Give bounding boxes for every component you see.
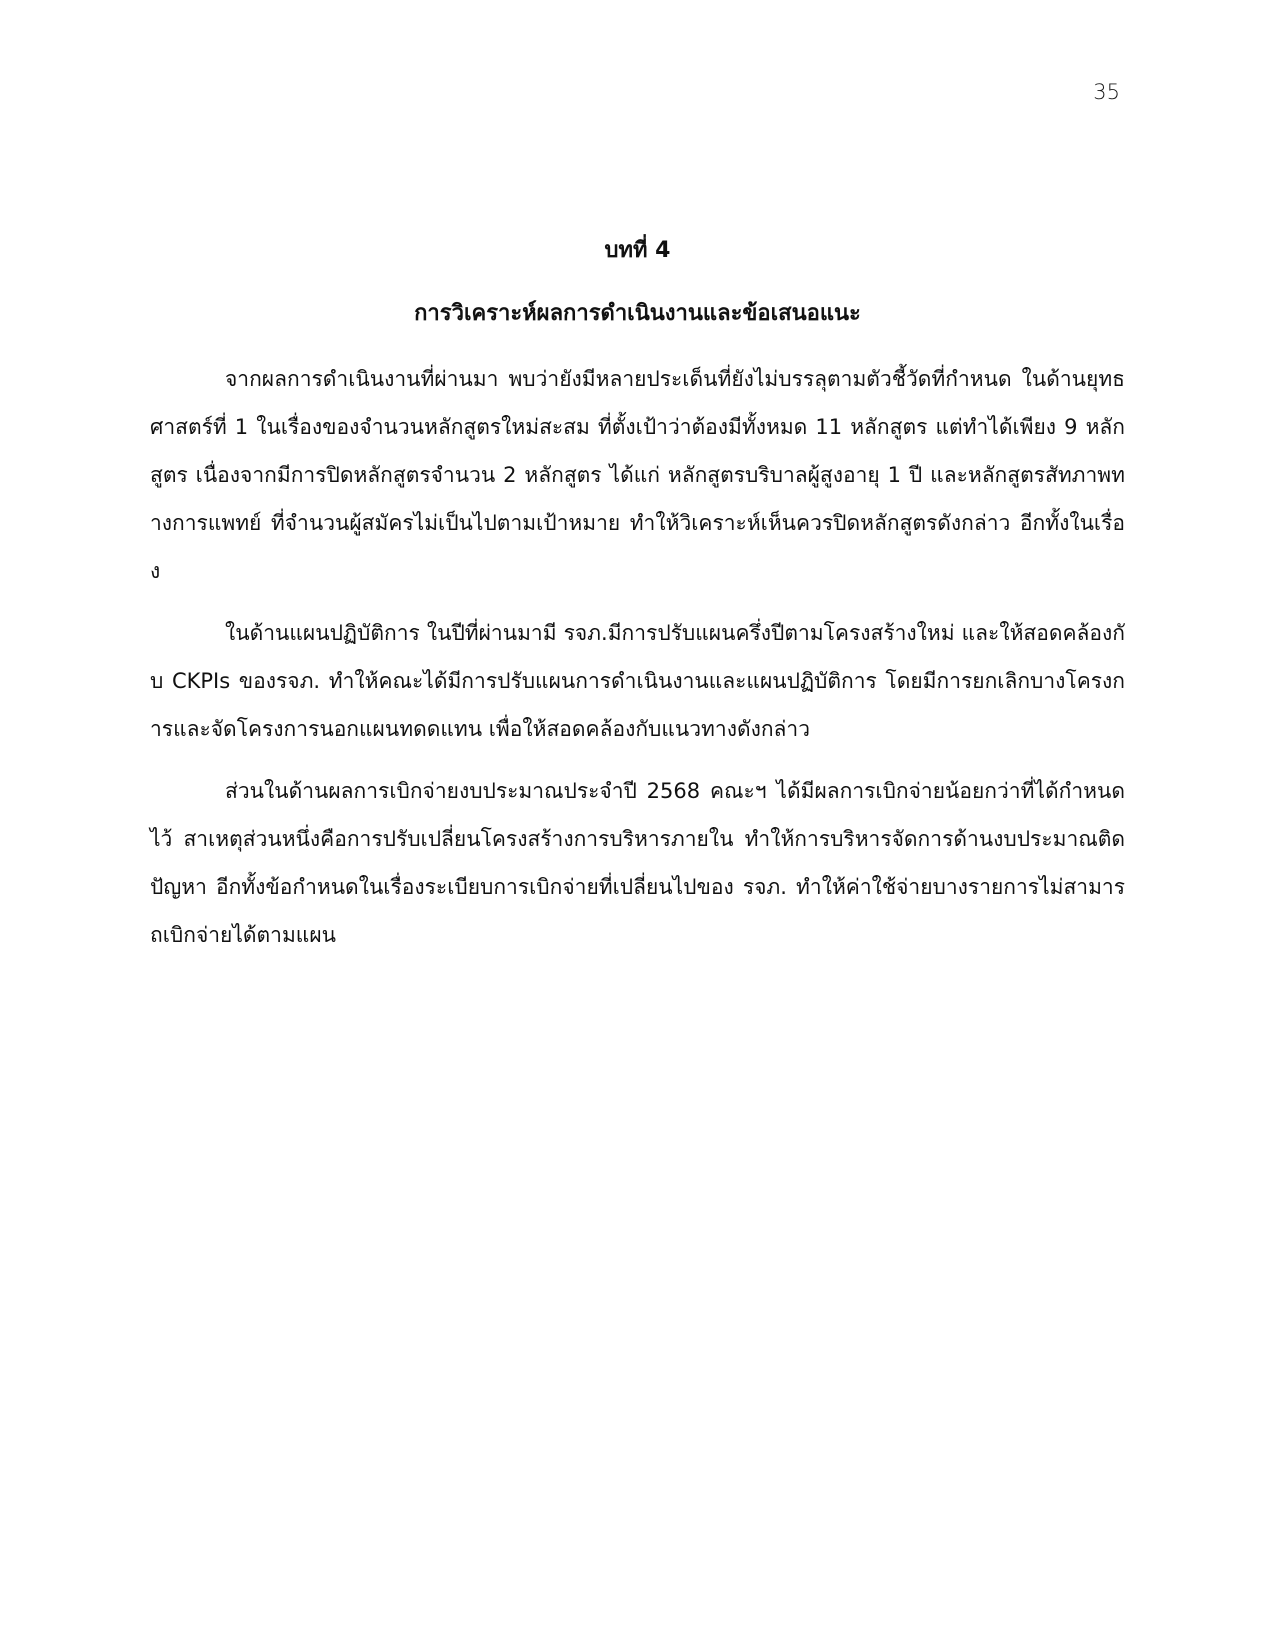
document-body bbox=[150, 355, 1125, 973]
paragraph-action-plan: ในด้านแผนปฏิบัติการ ในปีที่ผ่านมามี รจภ.มีการปรับแผนครึ่งปีตามโครงสร้างใหม่ และให้สอดคล้องกับ CKPIs ของรจภ. ทำให้คณะได้มีการปรับแผนการดำเนินงานและแผนปฏิบัติการ โดยมีการยกเลิกบางโครงการและจัดโครงการนอกแผนทดดแทน เพื่อให้สอดคล้องกับแนวทางดังกล่าว bbox=[150, 621, 1125, 741]
chapter-title: การวิเคราะห์ผลการดำเนินงานและข้อเสนอแนะ bbox=[414, 301, 861, 326]
chapter-number: บทที่ 4 bbox=[604, 238, 671, 263]
page-number: 35 bbox=[1093, 80, 1120, 104]
paragraph-budget: ส่วนในด้านผลการเบิกจ่ายงบประมาณประจำปี 2568 คณะฯ ได้มีผลการเบิกจ่ายน้อยกว่าที่ได้กำหนดไว้ สาเหตุส่วนหนึ่งคือการปรับเปลี่ยนโครงสร้างการบริหารภายใน ทำให้การบริหารจัดการด้านงบประมาณติดปัญหา อีกทั้งข้อกำหนดในเรื่องระเบียบการเบิกจ่ายที่เปลี่ยนไปของ รจภ. ทำให้ค่าใช้จ่ายบางรายการไม่สามารถเบิกจ่ายได้ตามแผน bbox=[150, 779, 1125, 947]
paragraph-curriculum: จากผลการดำเนินงานที่ผ่านมา พบว่ายังมีหลายประเด็นที่ยังไม่บรรลุตามตัวชี้วัดที่กำหนด ในด้านยุทธศาสตร์ที่ 1 ในเรื่องของจำนวนหลักสูตรใหม่สะสม ที่ตั้งเป้าว่าต้องมีทั้งหมด 11 หลักสูตร แต่ทำได้เพียง 9 หลักสูตร เนื่องจากมีการปิดหลักสูตรจำนวน 2 หลักสูตร ได้แก่ หลักสูตรบริบาลผู้สูงอายุ 1 ปี และหลักสูตรสัทภาพทางการแพทย์ ที่จำนวนผู้สมัครไม่เป็นไปตามเป้าหมาย ทำให้วิเคราะห์เห็นควรปิดหลักสูตรดังกล่าว อีกทั้งในเรื่อง bbox=[150, 367, 1125, 583]
